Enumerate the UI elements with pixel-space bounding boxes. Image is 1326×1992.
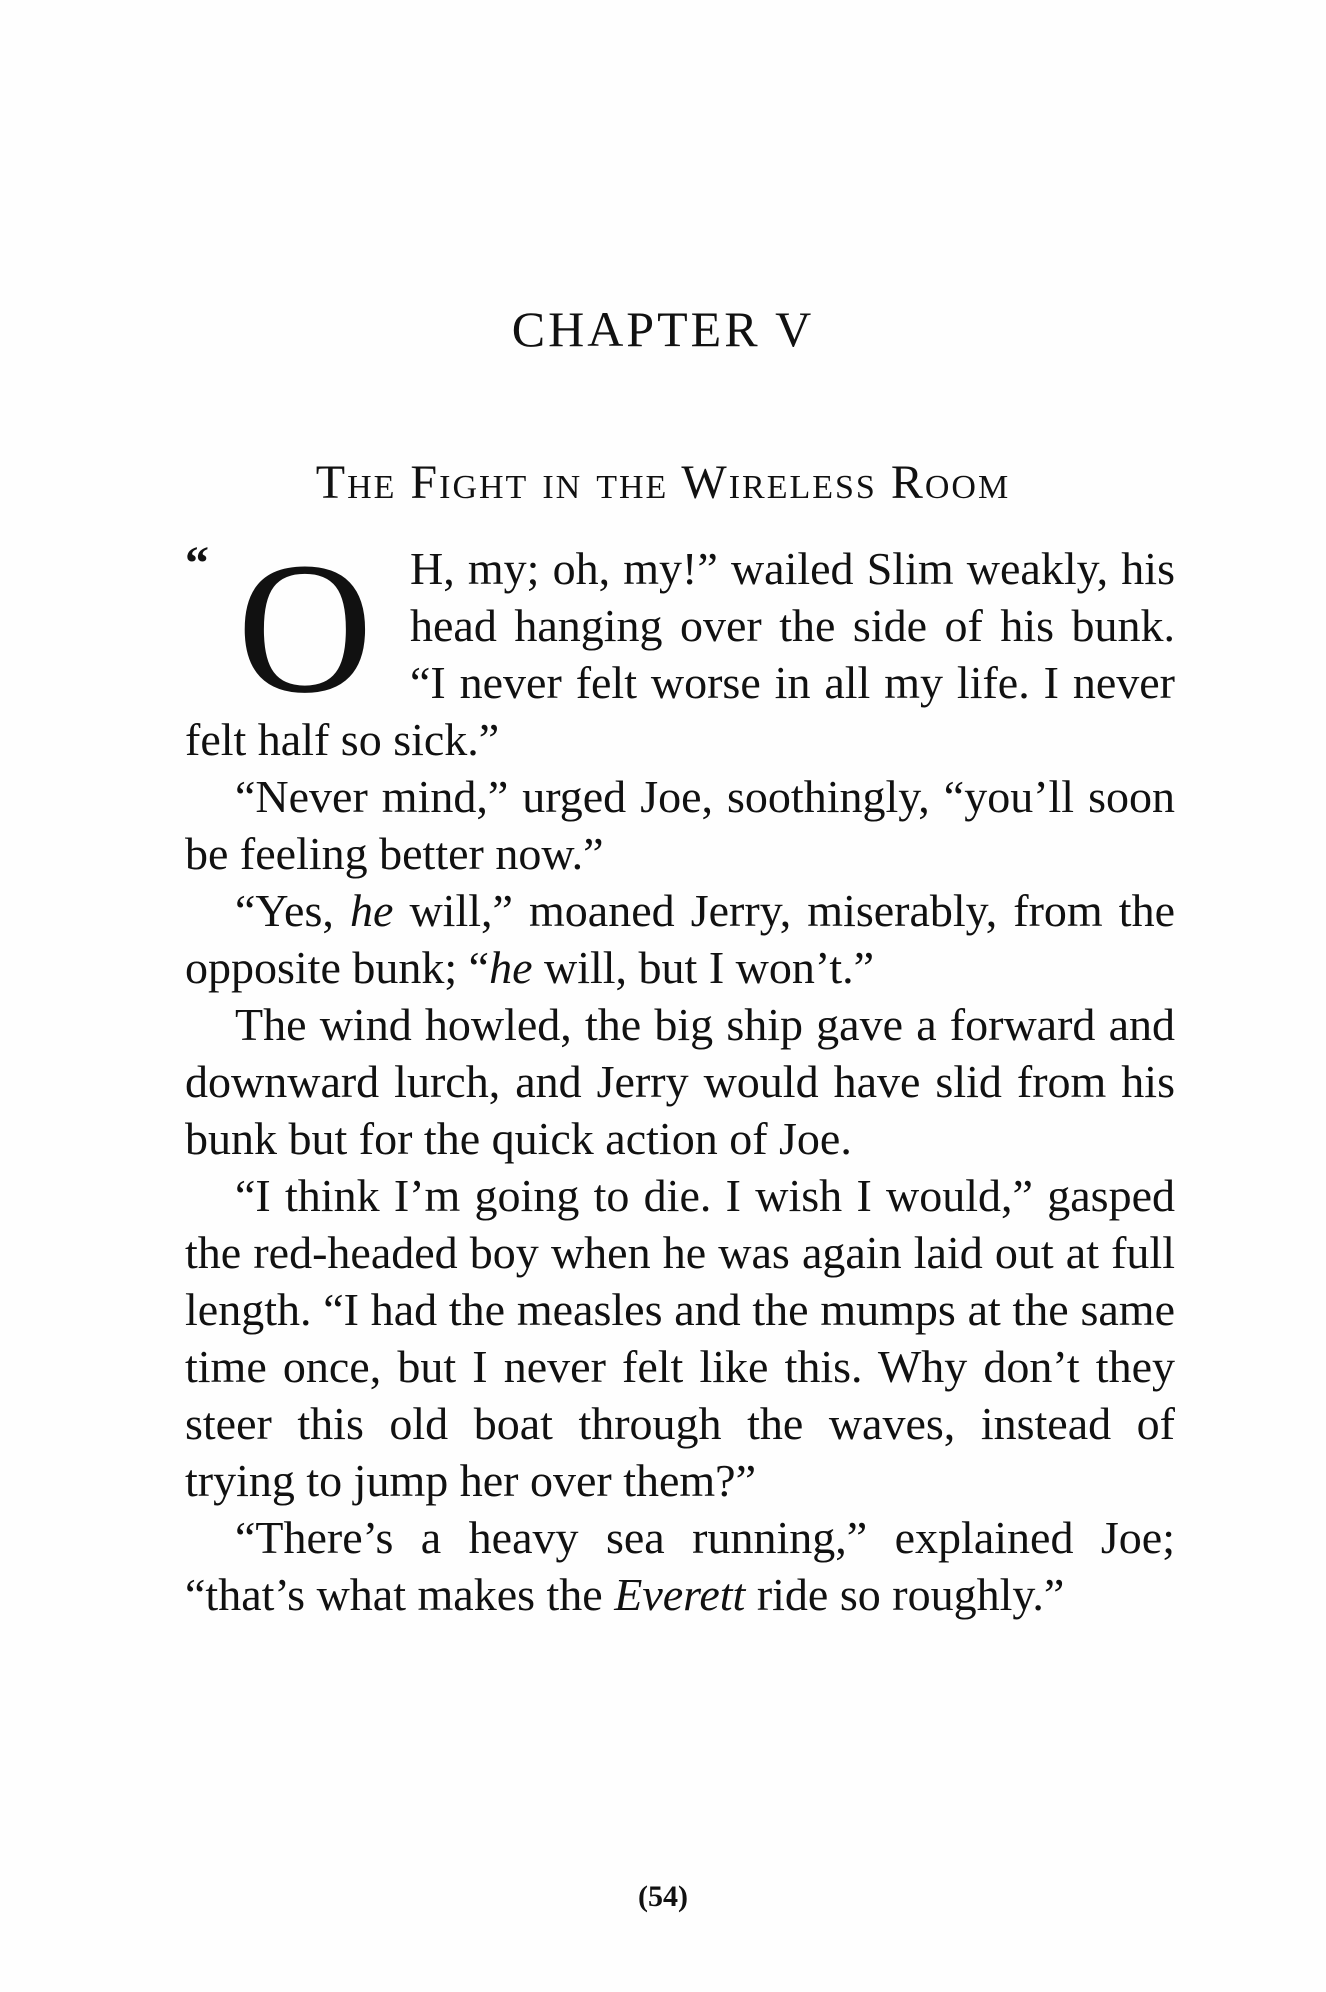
paragraph-text: H, my; oh, my!” wailed Slim weakly, his head hanging over the side of his bunk. “I never felt worse in all my life. I never felt half so sick.” [185, 543, 1175, 765]
emphasis: he [349, 885, 394, 936]
paragraph-text: “There’s a heavy sea running,” explained Joe; “that’s what makes the [185, 1512, 1175, 1620]
chapter-number: CHAPTER V [511, 301, 815, 357]
paragraph-text: “Yes, [235, 885, 350, 936]
paragraph [185, 996, 1175, 1167]
page-number: (54) [638, 1880, 688, 1913]
paragraph [185, 882, 1175, 996]
drop-cap [185, 523, 400, 732]
paragraph [185, 1509, 1175, 1623]
paragraph-text: “I think I’m going to die. I wish I would,” gasped the red-headed boy when he was again laid out at full length. “I had the measles and the mumps at the same time once, but I never felt like this. Why don’t they steer this old boat through the waves, instead of trying to jump her over them?” [185, 1170, 1175, 1506]
chapter-text [185, 523, 1175, 1623]
paragraph-text: The wind howled, the big ship gave a forward and downward lurch, and Jerry would have slid from his bunk but for the quick action of Joe. [185, 999, 1175, 1164]
paragraph [185, 768, 1175, 882]
ship-name: Everett [614, 1569, 746, 1620]
chapter-title: The Fight in the Wireless Room [315, 456, 1011, 509]
paragraph-text: ride so roughly.” [745, 1569, 1065, 1620]
paragraph [185, 1167, 1175, 1509]
paragraph [185, 523, 1175, 768]
drop-cap-letter: O [237, 523, 373, 732]
paragraph-text: “Never mind,” urged Joe, soothingly, “you’ll soon be feeling better now.” [185, 771, 1175, 879]
emphasis: he [489, 942, 533, 993]
paragraph-text: will, but I won’t.” [532, 942, 875, 993]
drop-cap-quote: “ [185, 537, 209, 590]
paragraph-text: will,” moaned Jerry, miserably, from the opposite bunk; “ [185, 885, 1175, 993]
